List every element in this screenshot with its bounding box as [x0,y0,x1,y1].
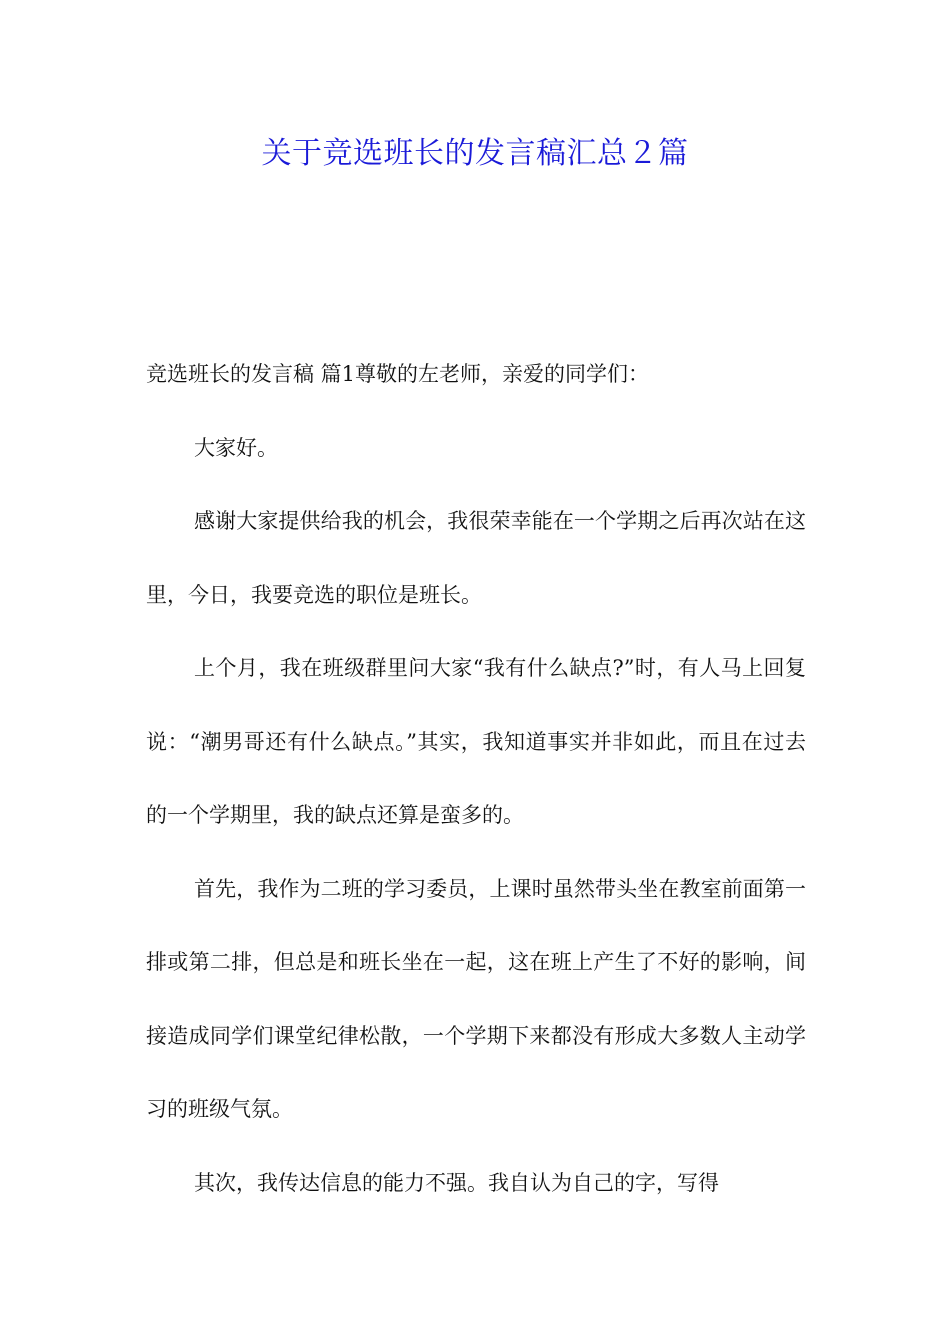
document-body [146,338,806,1220]
document-title: 关于竞选班长的发言稿汇总２篇 [261,136,689,171]
paragraph: 竞选班长的发言稿 篇1尊敬的左老师，亲爱的同学们： [146,362,650,386]
paragraph: 首先，我作为二班的学习委员，上课时虽然带头坐在教室前面第一排或第二排，但总是和班长坐在一起，这在班上产生了不好的影响，间接造成同学们课堂纪律松散，一个学期下来都没有形成大多数人主动学习的班级气氛。 [146,876,806,1121]
paragraph: 其次，我传达信息的能力不强。我自认为自己的字，写得 [194,1170,719,1195]
paragraph: 大家好。 [194,435,278,460]
paragraph: 上个月，我在班级群里问大家“我有什么缺点?”时，有人马上回复说：“潮男哥还有什么缺点。”其实，我知道事实并非如此，而且在过去的一个学期里，我的缺点还算是蛮多的。 [146,656,806,827]
paragraph: 感谢大家提供给我的机会，我很荣幸能在一个学期之后再次站在这里，今日，我要竞选的职位是班长。 [146,509,806,607]
